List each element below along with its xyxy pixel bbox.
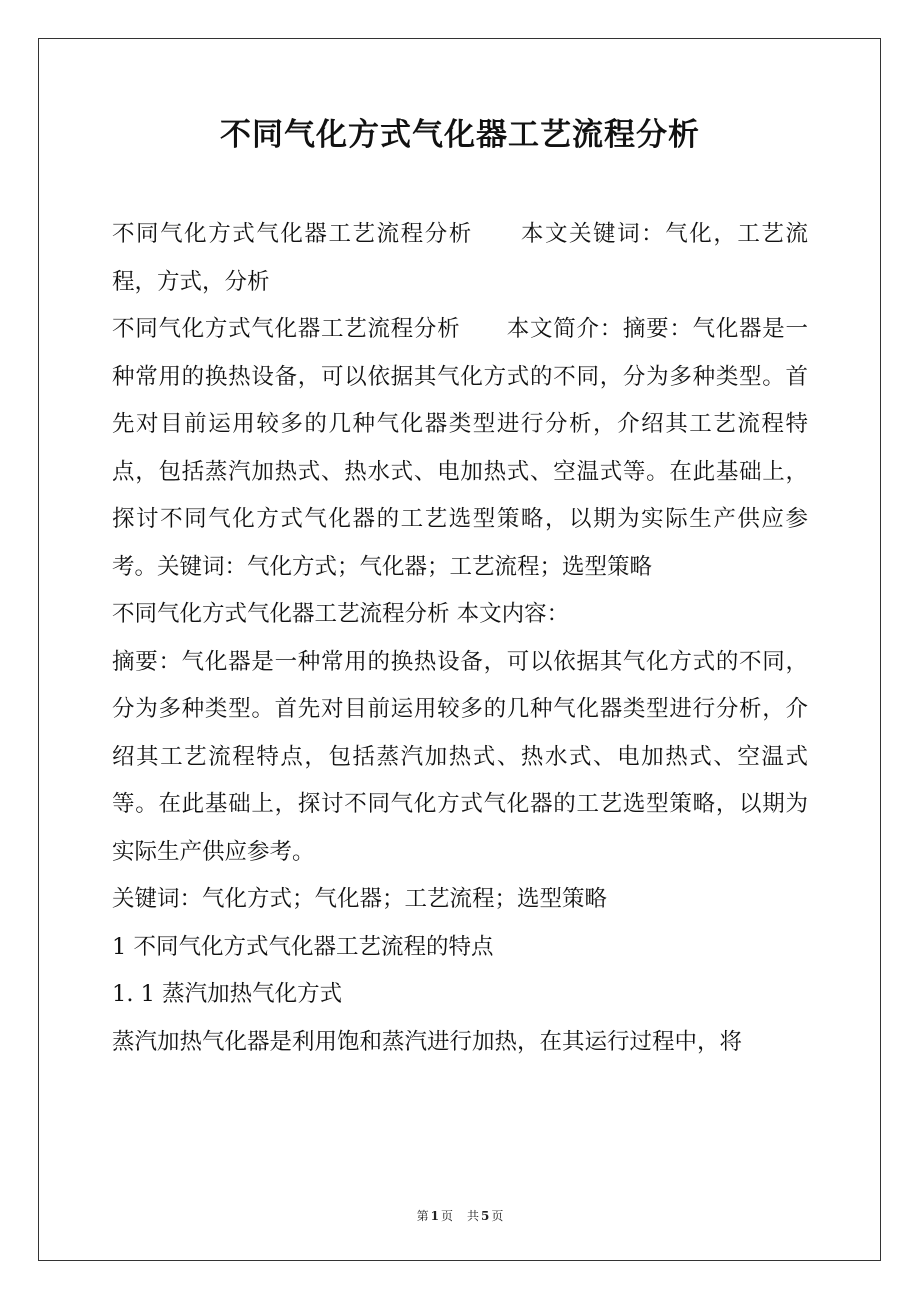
keywords-intro-paragraph: 不同气化方式气化器工艺流程分析 本文关键词：气化，工艺流程，方式，分析	[112, 221, 808, 295]
total-prefix: 共	[467, 1209, 480, 1223]
document-body	[112, 211, 808, 1066]
keywords-paragraph: 关键词：气化方式；气化器；工艺流程；选型策略	[112, 886, 608, 912]
body-paragraph: 蒸汽加热气化器是利用饱和蒸汽进行加热，在其运行过程中，将	[112, 1028, 743, 1055]
document-title: 不同气化方式气化器工艺流程分析	[220, 117, 700, 153]
content-heading-paragraph: 不同气化方式气化器工艺流程分析 本文内容：	[112, 601, 570, 627]
abstract-paragraph: 摘要：气化器是一种常用的换热设备，可以依据其气化方式的不同，分为多种类型。首先对目前运用较多的几种气化器类型进行分析，介绍其工艺流程特点，包括蒸汽加热式、热水式、电加热式、空温式等。在此基础上，探讨不同气化方式气化器的工艺选型策略，以期为实际生产供应参考。	[112, 648, 808, 865]
page-prefix: 第	[416, 1209, 429, 1223]
section-heading-1: 1 不同气化方式气化器工艺流程的特点	[112, 933, 494, 960]
page-number-footer	[0, 1206, 920, 1226]
page-word: 页	[440, 1209, 453, 1223]
current-page-number: 1	[430, 1209, 439, 1223]
section-heading-1-1: 1. 1 蒸汽加热气化方式	[112, 981, 343, 1007]
total-pages-number: 5	[481, 1209, 490, 1223]
total-word: 页	[491, 1209, 504, 1223]
summary-intro-paragraph: 不同气化方式气化器工艺流程分析 本文简介：摘要：气化器是一种常用的换热设备，可以依据其气化方式的不同，分为多种类型。首先对目前运用较多的几种气化器类型进行分析，介绍其工艺流程特点，包括蒸汽加热式、热水式、电加热式、空温式等。在此基础上，探讨不同气化方式气化器的工艺选型策略，以期为实际生产供应参考。关键词：气化方式；气化器；工艺流程；选型策略	[112, 316, 808, 580]
